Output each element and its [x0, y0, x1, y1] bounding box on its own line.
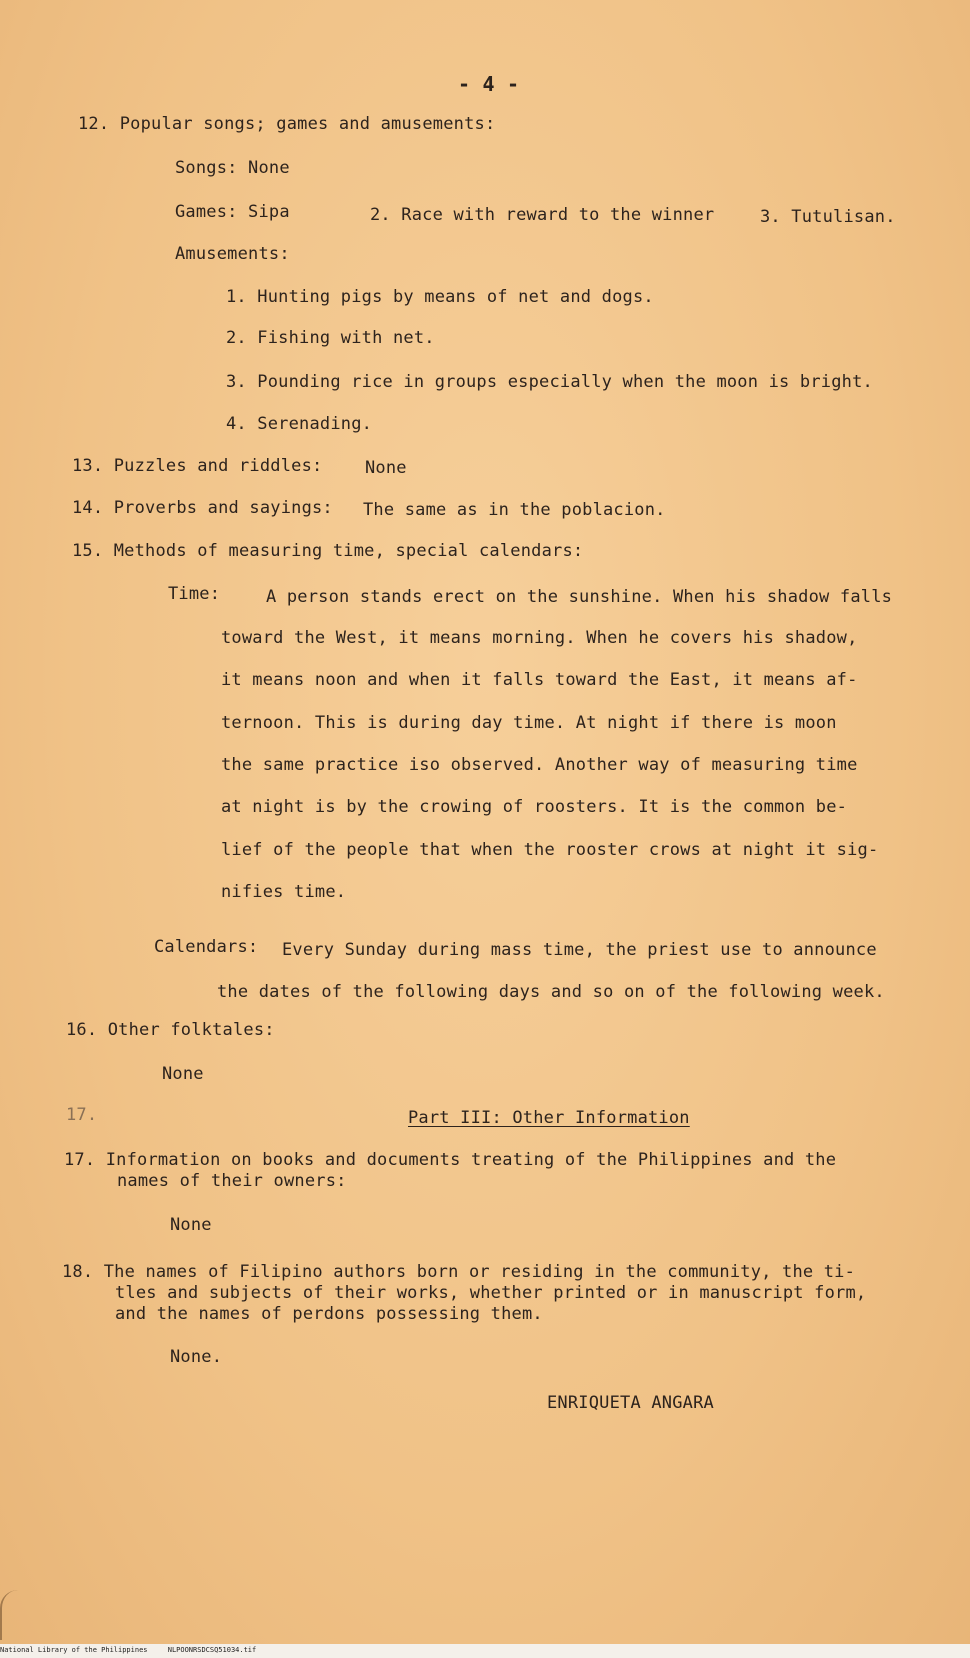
- time-line: nifies time.: [221, 882, 347, 902]
- item12-games-1: Games: Sipa: [175, 202, 290, 222]
- time-line: ternoon. This is during day time. At night if there is moon: [221, 713, 837, 733]
- amusement-item: 4. Serenading.: [226, 414, 373, 434]
- amusement-item: 3. Pounding rice in groups especially when the moon is bright.: [226, 372, 873, 392]
- page-number: - 4 -: [458, 72, 520, 96]
- amusement-item: 2. Fishing with net.: [226, 328, 435, 348]
- item16-label: 16. Other folktales:: [66, 1020, 275, 1040]
- item14-label: 14. Proverbs and sayings:: [72, 498, 333, 518]
- calendars-line: the dates of the following days and so on of the following week.: [217, 982, 885, 1002]
- part3-title: Part III: Other Information: [408, 1108, 690, 1128]
- item12-amusements-label: Amusements:: [175, 244, 290, 264]
- footer: [0, 1646, 272, 1654]
- amusement-item: 1. Hunting pigs by means of net and dogs.: [226, 287, 654, 307]
- item15-label: 15. Methods of measuring time, special calendars:: [72, 541, 584, 561]
- item13-label: 13. Puzzles and riddles:: [72, 456, 323, 476]
- calendars-label: Calendars:: [154, 937, 259, 957]
- item18-line: and the names of perdons possessing them.: [115, 1304, 543, 1324]
- time-line: the same practice iso observed. Another way of measuring time: [221, 755, 858, 775]
- item14-value: The same as in the poblacion.: [363, 500, 666, 520]
- footer-filename: NLPOONRSDCSQ51034.tif: [167, 1646, 257, 1654]
- time-line: at night is by the crowing of roosters. It is the common be-: [221, 797, 848, 817]
- item18-line: 18. The names of Filipino authors born or residing in the community, the ti-: [62, 1262, 856, 1282]
- time-line: it means noon and when it falls toward the East, it means af-: [221, 670, 858, 690]
- time-label: Time:: [168, 584, 221, 604]
- author-signature: ENRIQUETA ANGARA: [547, 1393, 714, 1413]
- item12-games-2: 2. Race with reward to the winner: [370, 205, 715, 225]
- footer-library: National Library of the Philippines: [0, 1646, 148, 1654]
- item12-heading: 12. Popular songs; games and amusements:: [78, 114, 496, 134]
- struck-number: 17.: [66, 1105, 98, 1125]
- calendars-line: Every Sunday during mass time, the priest use to announce: [282, 940, 877, 960]
- time-line: toward the West, it means morning. When he covers his shadow,: [221, 628, 858, 648]
- item18-line: tles and subjects of their works, whether printed or in manuscript form,: [115, 1283, 867, 1303]
- item18-value: None.: [170, 1347, 223, 1367]
- item17-value: None: [170, 1215, 212, 1235]
- item17-line: 17. Information on books and documents treating of the Philippines and the: [64, 1150, 837, 1170]
- item12-songs: Songs: None: [175, 158, 290, 178]
- item12-games-3: 3. Tutulisan.: [760, 207, 896, 227]
- time-line: A person stands erect on the sunshine. When his shadow falls: [266, 587, 893, 607]
- item16-value: None: [162, 1064, 204, 1084]
- item17-line: names of their owners:: [117, 1171, 347, 1191]
- item13-value: None: [365, 458, 407, 478]
- paper-crease: [0, 1590, 24, 1640]
- time-line: lief of the people that when the rooster crows at night it sig-: [221, 840, 879, 860]
